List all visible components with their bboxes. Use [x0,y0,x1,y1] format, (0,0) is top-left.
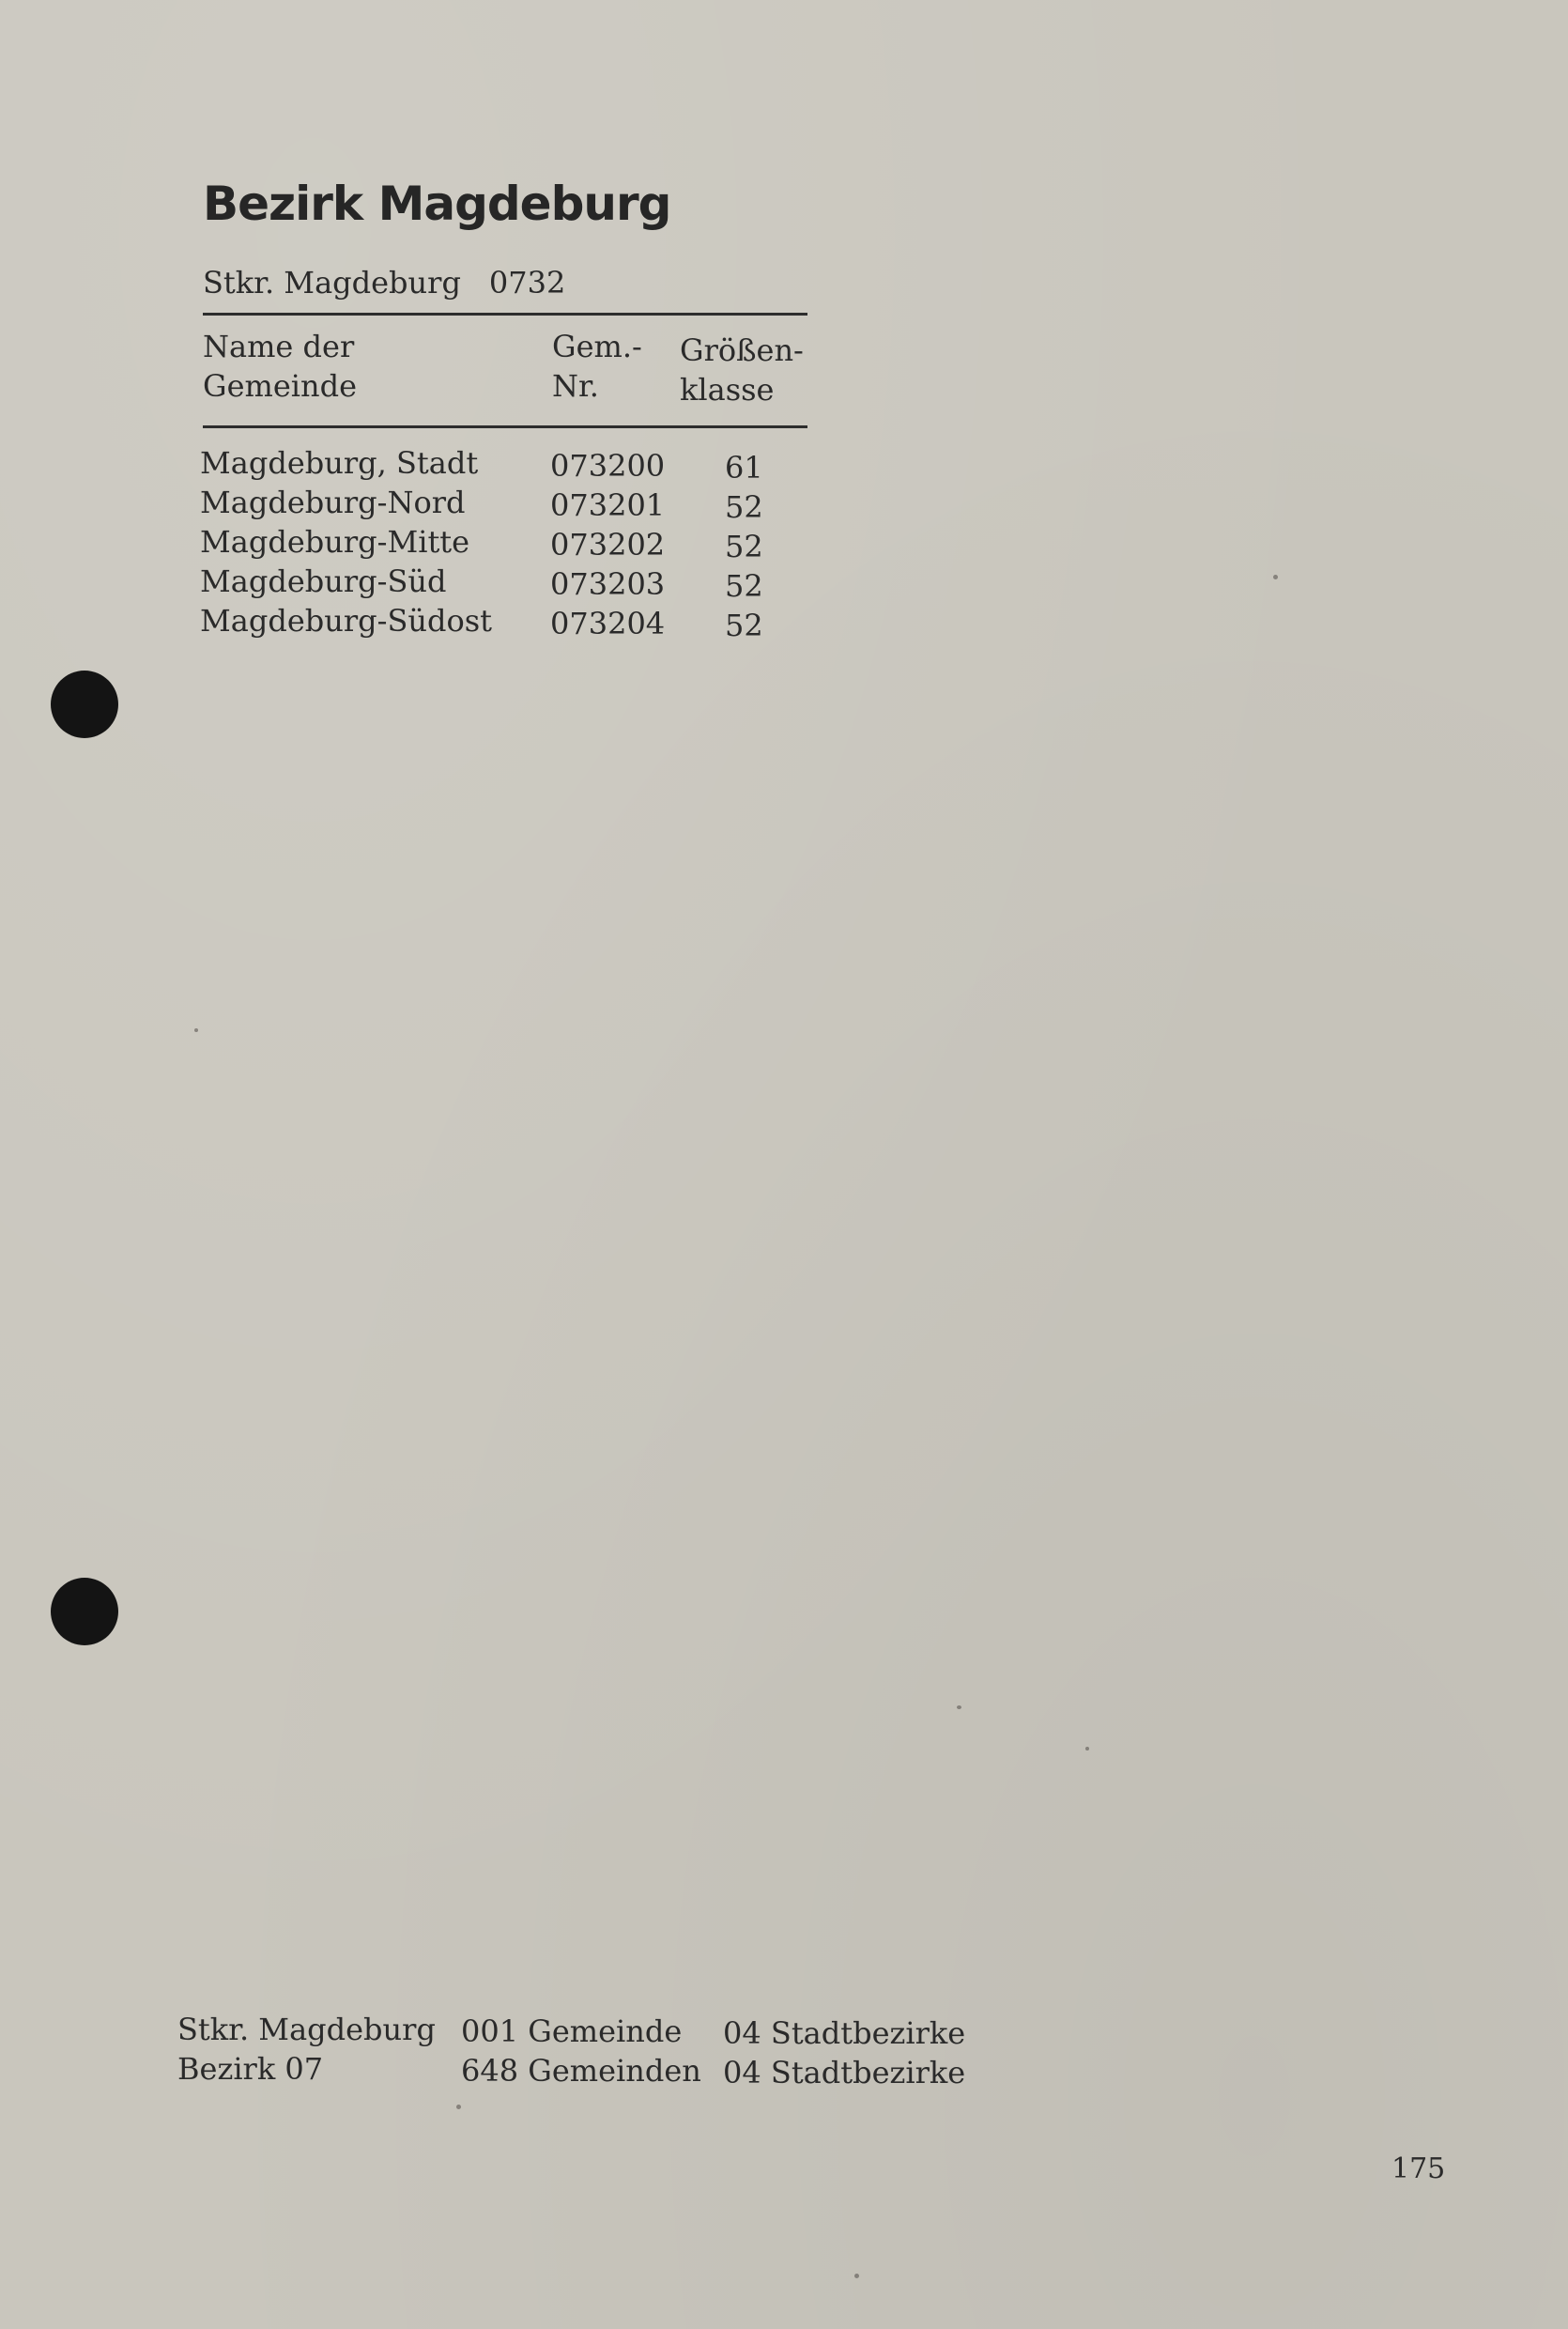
header-top-rule [203,313,807,316]
paper-speck [1273,575,1278,579]
municipality-number: 073203 [550,566,666,602]
district-subheader [203,265,565,301]
size-class: 52 [725,489,763,525]
summary-block [0,2012,1568,2090]
size-class: 61 [725,450,763,486]
summary-label: Bezirk 07 [177,2051,324,2087]
municipality-number: 073201 [550,487,666,523]
column-header-size-class: Größen- klasse [680,332,804,408]
table-row [0,603,1568,642]
size-class: 52 [725,568,763,604]
summary-label: Stkr. Magdeburg [177,2012,436,2047]
district-label: Stkr. Magdeburg [203,265,461,301]
municipality-name: Magdeburg, Stadt [200,445,479,481]
paper-speck [194,1028,198,1032]
paper-speck [957,1705,961,1709]
summary-stadtbezirke: 04 Stadtbezirke [723,2055,966,2090]
column-header-number: Gem.- Nr. [552,329,642,404]
size-class: 52 [725,529,763,564]
summary-row [0,2012,1568,2051]
municipality-number: 073200 [550,448,666,484]
municipality-name: Magdeburg-Süd [200,563,447,599]
municipality-name: Magdeburg-Südost [200,603,492,639]
municipality-number: 073202 [550,527,666,563]
paper-speck [854,2274,859,2278]
summary-gemeinden: 648 Gemeinden [461,2053,701,2089]
municipality-name: Magdeburg-Nord [200,485,466,520]
summary-row [0,2051,1568,2090]
size-class: 52 [725,608,763,643]
table-row [0,524,1568,563]
municipality-number: 073204 [550,606,666,641]
summary-stadtbezirke: 04 Stadtbezirke [723,2015,966,2051]
paper-speck [456,2105,461,2109]
punch-hole [51,1578,118,1645]
table-row [0,445,1568,485]
header-bottom-rule [203,425,807,428]
summary-gemeinden: 001 Gemeinde [461,2013,683,2049]
paper-speck [1085,1747,1089,1751]
municipality-name: Magdeburg-Mitte [200,524,470,560]
table-row [0,563,1568,603]
punch-hole [51,671,118,738]
page-title: Bezirk Magdeburg [203,177,671,231]
district-code: 0732 [488,265,566,301]
municipality-table [0,445,1568,642]
table-row [0,485,1568,524]
column-header-name: Name der Gemeinde [203,329,358,404]
page-number: 175 [1391,2152,1446,2185]
